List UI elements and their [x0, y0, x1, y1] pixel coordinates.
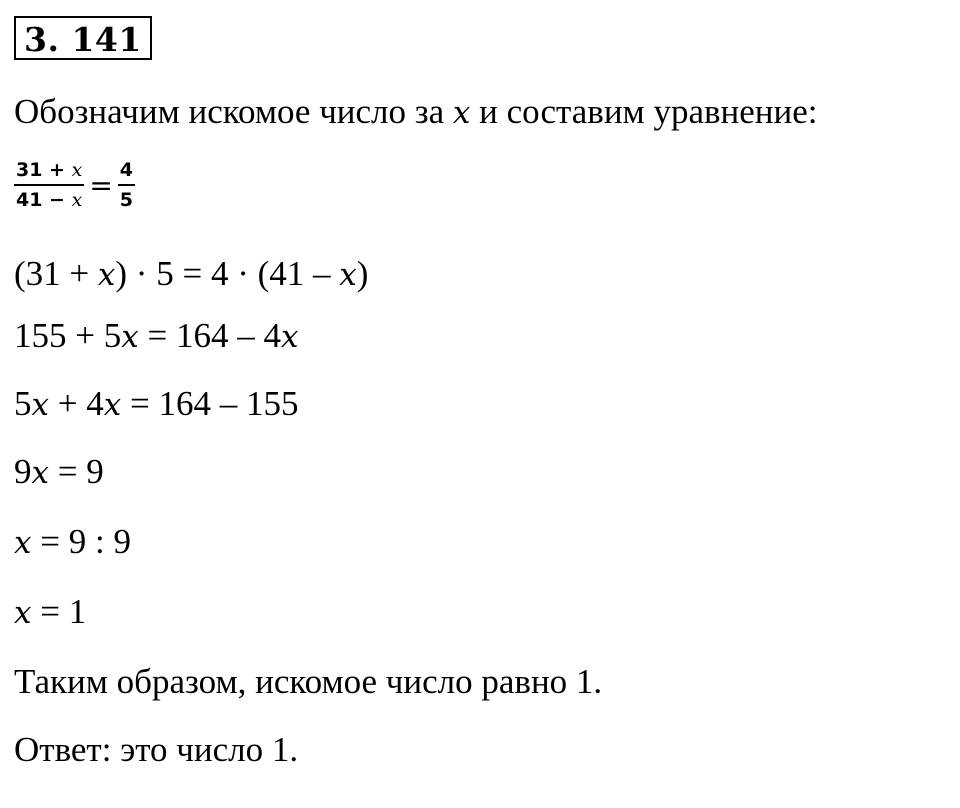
fraction-bar	[14, 184, 84, 186]
fraction-equation	[14, 158, 135, 212]
fraction-bar	[118, 184, 135, 186]
step-6: x = 1	[14, 592, 87, 631]
intro-text	[14, 92, 818, 133]
conclusion-text: Таким образом, искомое число равно 1.	[14, 662, 603, 701]
intro-after: и составим уравнение:	[470, 92, 818, 131]
right-numerator: 4	[119, 159, 134, 181]
left-fraction	[14, 158, 84, 212]
problem-number: 3. 141	[14, 16, 152, 60]
intro-before: Обозначим искомое число за	[14, 92, 453, 131]
left-denominator: 41 − x	[16, 189, 83, 211]
equals-sign: =	[89, 168, 113, 202]
right-denominator: 5	[119, 189, 134, 211]
step-1: (31 + x) · 5 = 4 · (41 – x)	[14, 254, 369, 293]
left-numerator: 31 + x	[16, 159, 83, 181]
step-5: x = 9 : 9	[14, 522, 131, 561]
answer-text: Ответ: это число 1.	[14, 730, 299, 769]
intro-variable: x	[452, 95, 471, 131]
step-3: 5x + 4x = 164 – 155	[14, 384, 299, 423]
step-4: 9x = 9	[14, 452, 104, 491]
right-fraction	[118, 158, 135, 212]
step-2: 155 + 5x = 164 – 4x	[14, 316, 299, 355]
